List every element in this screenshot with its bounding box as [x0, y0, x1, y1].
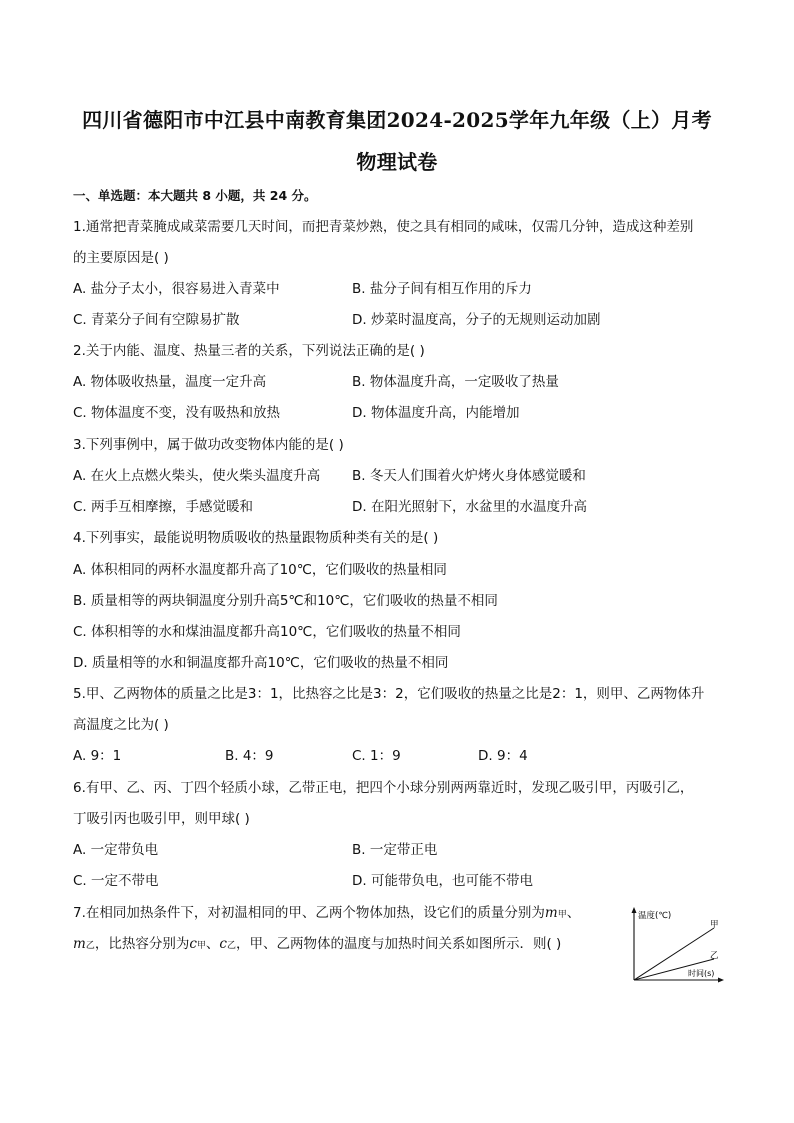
- q2-option-c: C. 物体温度不变，没有吸热和放热: [73, 405, 281, 421]
- exam-title: 四川省德阳市中江县中南教育集团2024-2025学年九年级（上）月考: [82, 108, 712, 132]
- q1-option-a: A. 盐分子太小，很容易进入青菜中: [73, 281, 280, 297]
- q4-option-c: C. 体积相等的水和煤油温度都升高10℃，它们吸收的热量不相同: [73, 624, 461, 640]
- q5-option-b: B. 4：9: [225, 748, 274, 764]
- q6-option-a: A. 一定带负电: [73, 842, 159, 858]
- y-axis-arrow-icon: [632, 907, 637, 913]
- q7-sep: 、: [566, 905, 581, 921]
- q2-option-b: B. 物体温度升高，一定吸收了热量: [352, 374, 559, 390]
- q7-text-a: 7.在相同加热条件下，对初温相同的甲、乙两个物体加热，设它们的质量分别为: [73, 905, 545, 921]
- q1-option-b: B. 盐分子间有相互作用的斥力: [352, 281, 532, 297]
- q6-option-c: C. 一定不带电: [73, 873, 159, 889]
- q7-sep2: 、: [205, 936, 220, 952]
- q7-text-end: ，甲、乙两物体的温度与加热时间关系如图所示．则( ): [235, 936, 562, 952]
- q5-stem-line1: 5.甲、乙两物体的质量之比是3：1，比热容之比是3：2，它们吸收的热量之比是2：1，则甲、乙两物体升: [73, 686, 705, 702]
- q4-stem: 4.下列事实，最能说明物质吸收的热量跟物质种类有关的是( ): [73, 530, 439, 546]
- x-axis-arrow-icon: [718, 978, 724, 983]
- q7-sub-yi-2: 乙: [226, 941, 236, 951]
- q6-option-d: D. 可能带负电，也可能不带电: [352, 873, 533, 889]
- q7-mass-symbol-2: m: [73, 936, 86, 952]
- q4-option-b: B. 质量相等的两块铜温度分别升高5℃和10℃，它们吸收的热量不相同: [73, 593, 498, 609]
- q6-stem-line2: 丁吸引丙也吸引甲，则甲球( ): [73, 811, 250, 827]
- q2-stem: 2.关于内能、温度、热量三者的关系，下列说法正确的是( ): [73, 343, 425, 359]
- x-axis-label: 时间(s): [688, 969, 715, 978]
- q7-mass-symbol: m: [544, 905, 558, 921]
- y-axis-label: 温度(℃): [638, 911, 672, 921]
- q3-option-c: C. 两手互相摩擦，手感觉暖和: [73, 499, 254, 515]
- q7-c-symbol-2: c: [219, 936, 227, 952]
- q3-stem: 3.下列事例中，属于做功改变物体内能的是( ): [73, 437, 344, 453]
- q1-option-c: C. 青菜分子间有空隙易扩散: [73, 312, 240, 328]
- q7-sub-jia-2: 甲: [196, 941, 206, 951]
- q6-option-b: B. 一定带正电: [352, 842, 438, 858]
- q7-temperature-time-figure: [630, 906, 725, 984]
- q7-stem-line2: [73, 935, 561, 955]
- q7-figure-svg: [630, 906, 725, 984]
- section-heading: 一、单选题：本大题共 8 小题，共 24 分。: [73, 188, 317, 203]
- q7-sub-yi: 乙: [85, 941, 95, 951]
- q5-option-a: A. 9：1: [73, 748, 122, 764]
- label-jia: 甲: [710, 920, 719, 930]
- q7-text-b: ，比热容分别为: [94, 936, 190, 952]
- q4-option-a: A. 体积相同的两杯水温度都升高了10℃，它们吸收的热量相同: [73, 562, 447, 578]
- q7-sub-jia: 甲: [557, 910, 567, 920]
- q2-option-a: A. 物体吸收热量，温度一定升高: [73, 374, 267, 390]
- q4-option-d: D. 质量相等的水和铜温度都升高10℃，它们吸收的热量不相同: [73, 655, 449, 671]
- q6-stem-line1: 6.有甲、乙、丙、丁四个轻质小球，乙带正电，把四个小球分别两两靠近时，发现乙吸引甲，丙吸引乙，: [73, 780, 694, 796]
- q7-stem-line1: [73, 904, 580, 924]
- q5-stem-line2: 高温度之比为( ): [73, 717, 169, 733]
- label-yi: 乙: [710, 951, 719, 961]
- q1-stem-line1: 1.通常把青菜腌成咸菜需要几天时间，而把青菜炒熟，使之具有相同的咸味，仅需几分钟，造成这种差别: [73, 219, 694, 235]
- q2-option-d: D. 物体温度升高，内能增加: [352, 405, 520, 421]
- q3-option-d: D. 在阳光照射下，水盆里的水温度升高: [352, 499, 587, 515]
- q7-c-symbol: c: [189, 936, 197, 952]
- q3-option-b: B. 冬天人们围着火炉烤火身体感觉暖和: [352, 468, 586, 484]
- exam-subtitle: 物理试卷: [356, 150, 438, 174]
- q1-stem-line2: 的主要原因是( ): [73, 250, 169, 266]
- q5-option-c: C. 1：9: [352, 748, 401, 764]
- q3-option-a: A. 在火上点燃火柴头，使火柴头温度升高: [73, 468, 321, 484]
- q5-option-d: D. 9：4: [478, 748, 528, 764]
- q1-option-d: D. 炒菜时温度高，分子的无规则运动加剧: [352, 312, 601, 328]
